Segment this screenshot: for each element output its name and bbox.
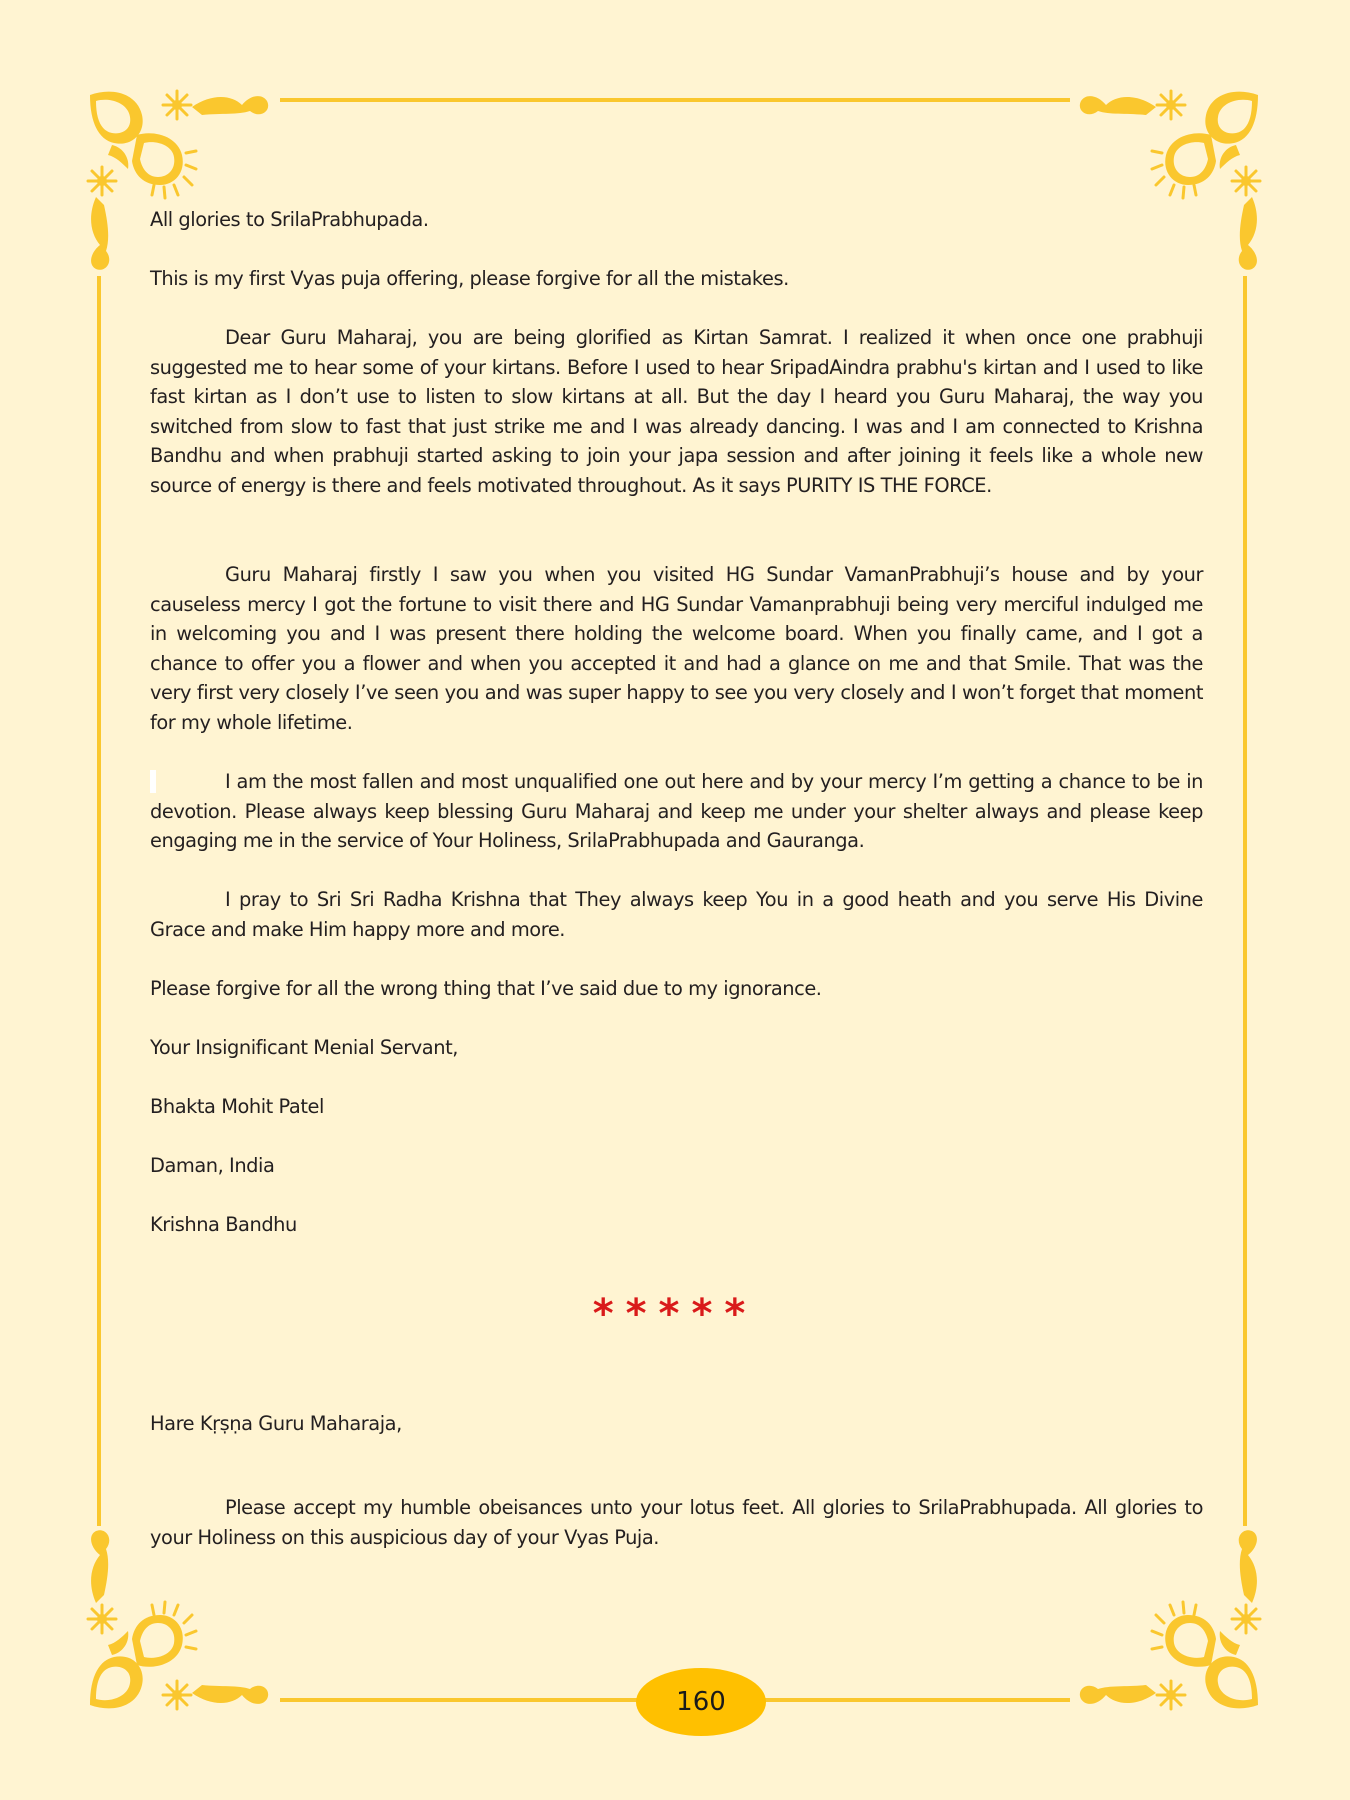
page-number-badge — [636, 1668, 766, 1736]
floral-corner-ornament-icon — [82, 85, 282, 270]
closing-line: Your Insignificant Menial Servant, — [150, 1036, 458, 1059]
signature-name: Bhakta Mohit Patel — [150, 1095, 324, 1118]
section-separator-stars: ***** — [592, 1291, 758, 1337]
border-bottom-rule-right — [764, 1698, 1070, 1702]
border-bottom-rule-left — [280, 1698, 638, 1702]
paragraph-blessing: I am the most fallen and most unqualified one out here and by your mercy I’m getting a chance to be in devotion. Please always keep blessing Guru Maharaj and keep me under your shelter always and please keep engaging me in the service of Your Holiness, SrilaPrabhupada and Gauranga. — [150, 770, 1203, 853]
signature-place: Daman, India — [150, 1154, 275, 1177]
paragraph-kirtan: Dear Guru Maharaj, you are being glorified as Kirtan Samrat. I realized it when once one prabhuji suggested me to hear some of your kirtans. Before I used to hear SripadAindra prabhu's kirtan and I used to like fast kirtan as I don’t use to listen to slow kirtans at all. But the day I heard you Guru Maharaj, the way you switched from slow to fast that just strike me and I was already dancing. I was and I am connected to Krishna Bandhu and when prabhuji started asking to join your japa session and after joining it feels like a whole new source of energy is there and feels motivated throughout. As it says PURITY IS THE FORCE. — [150, 326, 1203, 497]
second-salutation: Hare Kṛṣṇa Guru Maharaja, — [150, 1412, 402, 1435]
second-paragraph: Please accept my humble obeisances unto your lotus feet. All glories to SrilaPrabhupada. All glories to your Holiness on this auspicious day of your Vyas Puja. — [150, 1496, 1203, 1549]
floral-corner-ornament-icon — [82, 1530, 282, 1715]
border-top-rule — [280, 98, 1070, 102]
apology-line: Please forgive for all the wrong thing that I’ve said due to my ignorance. — [150, 977, 822, 1000]
salutation: All glories to SrilaPrabhupada. — [150, 208, 429, 231]
border-left-rule — [97, 276, 101, 1526]
paragraph-first-meeting: Guru Maharaj firstly I saw you when you visited HG Sundar VamanPrabhuji’s house and by your causeless mercy I got the fortune to visit there and HG Sundar Vamanprabhuji being very merciful indulged me in welcoming you and I was present there holding the welcome board. When you finally came, and I got a chance to offer you a flower and when you accepted it and had a glance on me and that Smile. That was the very first very closely I’ve seen you and was super happy to see you very closely and I won’t forget that moment for my whole lifetime. — [150, 563, 1203, 734]
floral-corner-ornament-icon — [1066, 1530, 1266, 1715]
page-number: 160 — [676, 1687, 726, 1717]
signature-group: Krishna Bandhu — [150, 1213, 297, 1236]
border-right-rule — [1243, 276, 1247, 1526]
floral-corner-ornament-icon — [1066, 85, 1266, 270]
paragraph-prayer: I pray to Sri Sri Radha Krishna that They always keep You in a good heath and you serve His Divine Grace and make Him happy more and more. — [150, 888, 1203, 941]
intro-line: This is my first Vyas puja offering, please forgive for all the mistakes. — [150, 267, 789, 290]
